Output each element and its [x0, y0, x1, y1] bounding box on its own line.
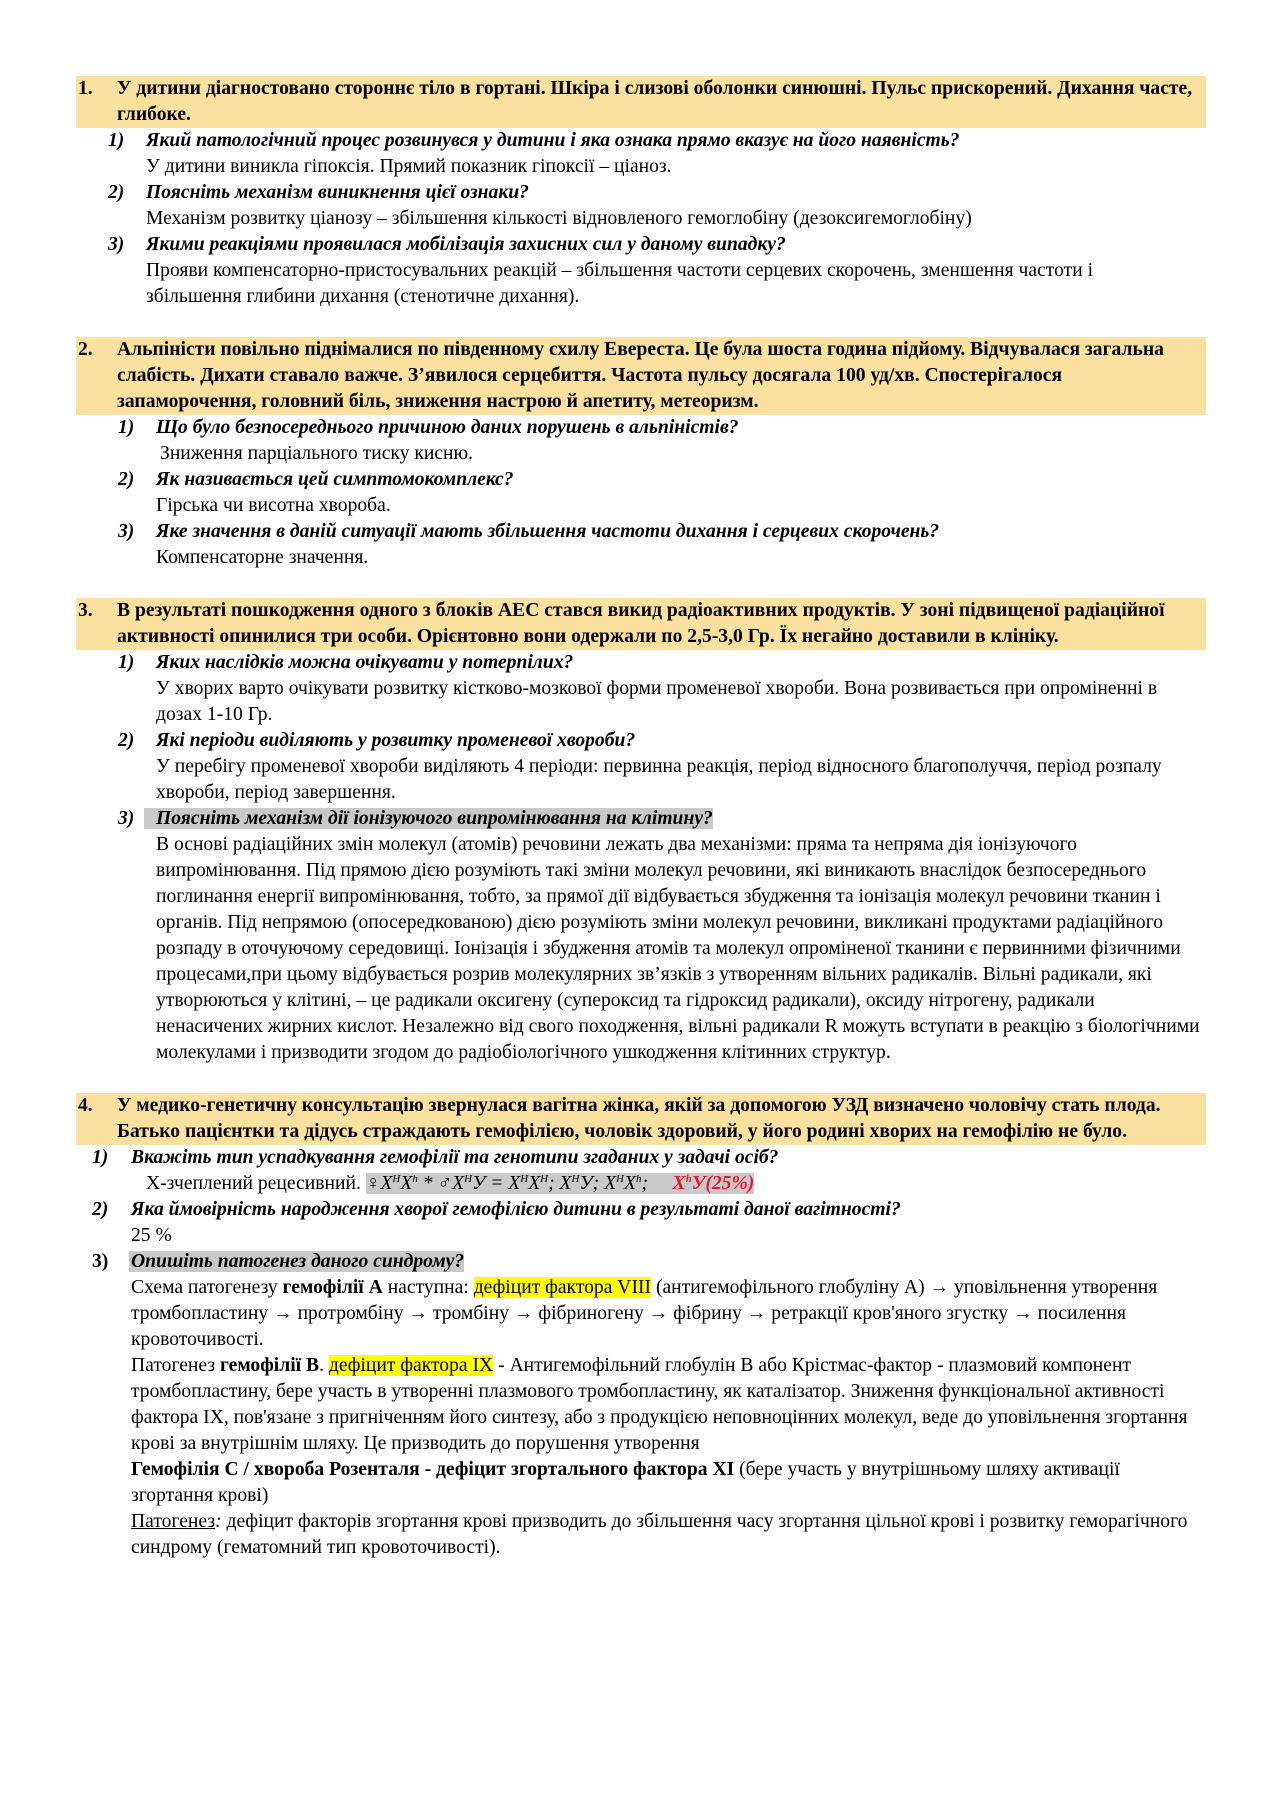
answer: 25 %	[131, 1225, 172, 1246]
task-number: 3.	[78, 600, 93, 621]
task-text: У медико-генетичну консультацію звернулася вагітна жінка, якій за допомогою УЗД визначено чоловічу стать плода. Батько пацієнтки та дідусь страждають гемофілією, чоловік здоровий, у його родині хворих на гемофілію не було.	[117, 1095, 1161, 1142]
question	[76, 1197, 1206, 1223]
question-number: 1)	[118, 652, 135, 673]
highlighted-question	[129, 1251, 464, 1272]
question	[76, 1249, 1206, 1275]
question-text: Який патологічний процес розвинувся у дитини і яка ознака прямо вказує на його наявність?	[146, 130, 960, 151]
answer: Механізм розвитку ціанозу – збільшення кількості відновленого гемоглобіну (дезоксигемоглобіну)	[146, 208, 972, 229]
task-number: 4.	[78, 1095, 93, 1116]
question-number: 1)	[118, 417, 135, 438]
question	[76, 467, 1206, 493]
task-1	[76, 76, 1206, 310]
question-number: 2)	[108, 182, 125, 203]
task-text: В результаті пошкодження одного з блоків АЕС стався викид радіоактивних продуктів. У зоні підвищеної радіаційної активності опинилися три особи. Орієнтовно вони одержали по 2,5-3,0 Гр. Їх негайно доставили в клініку.	[117, 600, 1165, 647]
question	[76, 415, 1206, 441]
task-2	[76, 337, 1206, 571]
question-text: Опишіть патогенез даного синдрому?	[131, 1251, 465, 1272]
question-number: 2)	[92, 1199, 109, 1220]
question-number: 3)	[108, 234, 125, 255]
highlight-factor-viii: дефіцит фактора VIII	[473, 1277, 652, 1298]
question	[76, 650, 1206, 676]
task-text: Альпіністи повільно піднімалися по південному схилу Евереста. Це була шоста година підйому. Відчувалася загальна слабість. Дихати ставало важче. З’явилося серцебиття. Частота пульсу досягала 100 уд/хв. Спостерігалося запаморочення, головний біль, зниження настрою й апетиту, метеоризм.	[117, 339, 1164, 412]
question-text: Яких наслідків можна очікувати у потерпілих?	[156, 652, 574, 673]
question	[76, 128, 1206, 154]
question-text: Які періоди виділяють у розвитку променевої хвороби?	[156, 730, 636, 751]
question	[76, 180, 1206, 206]
question-text: Що було безпосереднього причиною даних порушень в альпіністів?	[156, 417, 739, 438]
question-number: 3)	[118, 521, 135, 542]
question-text: Яке значення в даній ситуації мають збільшення частоти дихання і серцевих скорочень?	[156, 521, 940, 542]
genotype-result: $Х^hУ(25\%)$	[672, 1173, 755, 1194]
question	[76, 519, 1206, 545]
answer: Компенсаторне значення.	[156, 547, 369, 568]
question-text: Як називається цей симптомокомплекс?	[156, 469, 514, 490]
question-text: Поясніть механізм виникнення цієї ознаки?	[146, 182, 529, 203]
genotype-formula: $♀Х^НХ^h$ * $♂Х^НУ = Х^НХ^Н$; $Х^НУ$; $Х^НХ^h$; $Х^hУ(25\%)$	[365, 1173, 755, 1194]
answer: У хворих варто очікувати розвитку кістково-мозкової форми променевої хвороби. Вона розвивається при опроміненні в дозах 1-10 Гр.	[156, 678, 1158, 725]
question-text: Якими реакціями проявилася мобілізація захисних сил у даному випадку?	[146, 234, 786, 255]
task-header	[76, 598, 1206, 650]
question	[76, 728, 1206, 754]
question-number: 2)	[118, 730, 135, 751]
task-number: 1.	[78, 78, 93, 99]
question-number: 3)	[92, 1251, 109, 1272]
question	[76, 1145, 1206, 1171]
answer-hemophilia-b: Патогенез гемофілії В. дефіцит фактора IX - Антигемофільний глобулін В або Крістмас-фактор - плазмовий компонент тромбопластину, бере участь в утворенні плазмового тромбопластину, як каталізатор. Зниження функціональної активності фактора IX, пов'язане з пригніченням його синтезу, або з продукцією неповноцінних молекул, веде до уповільнення згортання крові за внутрішнім шляху. Це призводить до порушення утворення	[131, 1355, 1188, 1454]
answer-hemophilia-c: Гемофілія С / хвороба Розенталя - дефіцит згортального фактора XI (бере участь у внутрішньому шляху активації згортання крові)	[131, 1459, 1120, 1506]
task-header	[76, 76, 1206, 128]
question-number: 2)	[118, 469, 135, 490]
answer	[76, 1171, 1206, 1197]
task-header	[76, 337, 1206, 415]
highlighted-question	[144, 808, 713, 829]
answer: Гірська чи висотна хвороба.	[156, 495, 391, 516]
document-page	[76, 76, 1206, 1561]
question	[76, 806, 1206, 832]
highlight-factor-ix: дефіцит фактора IX	[328, 1355, 494, 1376]
answer: Прояви компенсаторно-пристосувальних реакцій – збільшення частоти серцевих скорочень, зменшення частоти і збільшення глибини дихання (стенотичне дихання).	[146, 260, 1094, 307]
answer: У перебігу променевої хвороби виділяють 4 періоди: первинна реакція, період відносного благополуччя, період розпалу хвороби, період завершення.	[156, 756, 1162, 803]
question-number: 1)	[108, 130, 125, 151]
answer-pathogenesis: Патогенез: дефіцит факторів згортання крові призводить до збільшення часу згортання цільної крові і розвитку геморагічного синдрому (гематомний тип кровоточивості).	[131, 1511, 1188, 1558]
task-4	[76, 1093, 1206, 1561]
answer-text: Х-зчеплений рецесивний.	[146, 1173, 366, 1194]
question-number: 1)	[92, 1147, 109, 1168]
task-number: 2.	[78, 339, 93, 360]
question-text: Вкажіть тип успадкування гемофілії та генотипи згаданих у задачі осіб?	[131, 1147, 779, 1168]
task-3	[76, 598, 1206, 1066]
question	[76, 232, 1206, 258]
question-number: 3)	[118, 808, 135, 829]
answer: У дитини виникла гіпоксія. Прямий показник гіпоксії – ціаноз.	[146, 156, 672, 177]
answer: В основі радіаційних змін молекул (атомів) речовини лежать два механізми: пряма та непряма дія іонізуючого випромінювання. Під прямою дією розуміють такі зміни молекул речовини, які виникають внаслідок безпосереднього поглинання енергії випромінювання, тобто, за прямої дії відбувається збудження та іонізація молекул речовини тканин і органів. Під непрямою (опосередкованою) дією розуміють зміни молекул речовини, викликані продуктами радіаційного розпаду в оточуючому середовищі. Іонізація і збудження атомів та молекул опроміненої тканини є первинними фізичними процесами,при цьому відбувається розрив молекулярних зв’язків з утворенням вільних радикалів. Вільні радикали, які утворюються у клітині, – це радикали оксигену (супероксид та гідроксид радикали), оксиду нітрогену, радикали ненасичених жирних кислот. Незалежно від свого походження, вільні радикали R можуть вступати в реакцію з біологічними молекулами і призводити згодом до радіобіологічного ушкодження клітинних структур.	[156, 834, 1200, 1063]
question-text: Поясніть механізм дії іонізуючого випромінювання на клітину?	[156, 808, 713, 829]
task-header	[76, 1093, 1206, 1145]
answer: Зниження парціального тиску кисню.	[160, 443, 474, 464]
question-text: Яка ймовірність народження хворої гемофілією дитини в результаті даної вагітності?	[131, 1199, 901, 1220]
answer-hemophilia-a: Схема патогенезу гемофілії А наступна: дефіцит фактора VIII (антигемофільного глобуліну А) → уповільнення утворення тромбопластину → протромбіну → тромбіну → фібриногену → фібрину → ретракції кров'яного згустку → посилення кровоточивості.	[131, 1277, 1158, 1350]
task-text: У дитини діагностовано стороннє тіло в гортані. Шкіра і слизові оболонки синюшні. Пульс прискорений. Дихання часте, глибоке.	[117, 78, 1193, 125]
